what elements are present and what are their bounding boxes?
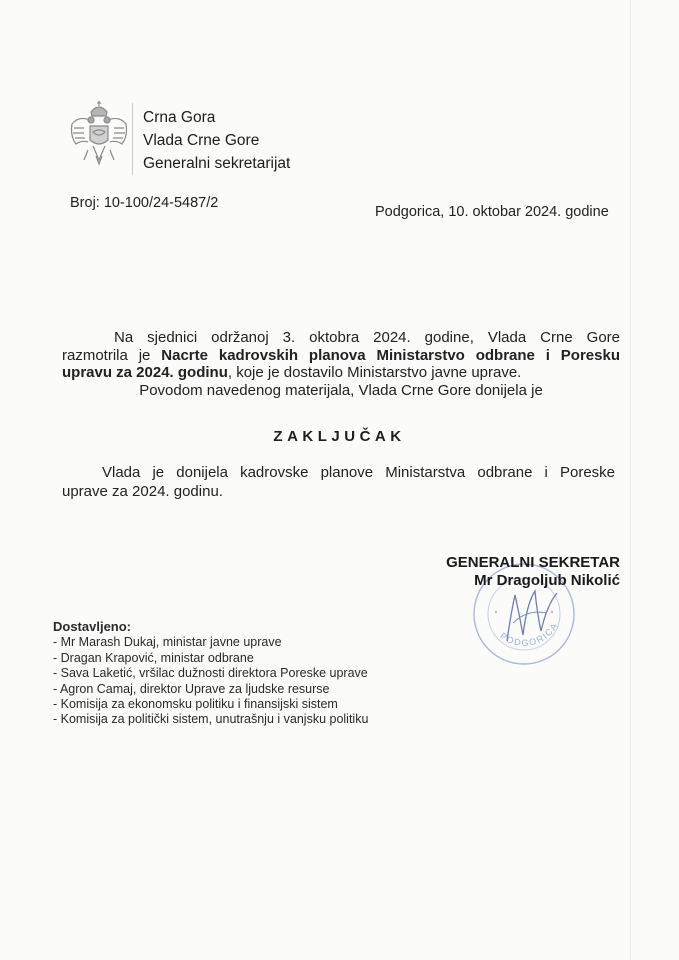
distribution-item: - Agron Camaj, direktor Uprave za ljudske resurse [53,681,330,696]
signatory-name: Mr Dragoljub Nikolić [474,572,620,589]
decision-line-1: Vlada je donijela kadrovske planove Ministarstva odbrane i Poreske [102,464,615,481]
letterhead-country: Crna Gora [143,109,216,126]
signatory-title: GENERALNI SEKRETAR [446,554,620,571]
distribution-item: - Komisija za ekonomsku politiku i finansijski sistem [53,697,338,712]
reference-number: Broj: 10-100/24-5487/2 [70,195,219,211]
signature-block [420,554,620,590]
place-date: Podgorica, 10. oktobar 2024. godine [375,204,609,220]
stamp-text: PODGORICA [498,620,561,648]
distribution-list [53,619,368,728]
decision-text [62,463,615,501]
body-line-1: Na sjednici održanoj 3. oktobra 2024. godine, Vlada Crne Gore [114,329,620,346]
distribution-item: - Dragan Krapović, ministar odbrane [53,650,254,665]
body-line-2: razmotrila je Nacrte kadrovskih planova Ministarstvo odbrane i Poresku [62,346,620,364]
coat-of-arms-icon [66,98,132,170]
body-line-3: upravu za 2024. godinu, koje je dostavilo Ministarstvo javne uprave. [62,364,522,381]
distribution-item: - Sava Laketić, vršilac dužnosti direktora Poreske uprave [53,666,368,681]
letterhead [143,106,290,175]
distribution-item: - Komisija za politički sistem, unutrašnju i vanjsku politiku [53,712,369,727]
body-paragraph [62,329,620,399]
decision-title: ZAKLJUČAK [273,428,406,445]
signature-icon [497,583,567,643]
distribution-item: - Mr Marash Dukaj, ministar javne uprave [53,635,282,650]
letterhead-government: Vlada Crne Gore [143,132,260,149]
body-line-4: Povodom navedenog materijala, Vlada Crne Gore donijela je [139,381,543,399]
letterhead-secretariat: Generalni sekretarijat [143,155,291,172]
header-divider [132,103,133,175]
page-edge [630,0,631,960]
decision-line-2: uprave za 2024. godinu. [62,483,223,500]
distribution-heading: Dostavljeno: [53,619,132,634]
